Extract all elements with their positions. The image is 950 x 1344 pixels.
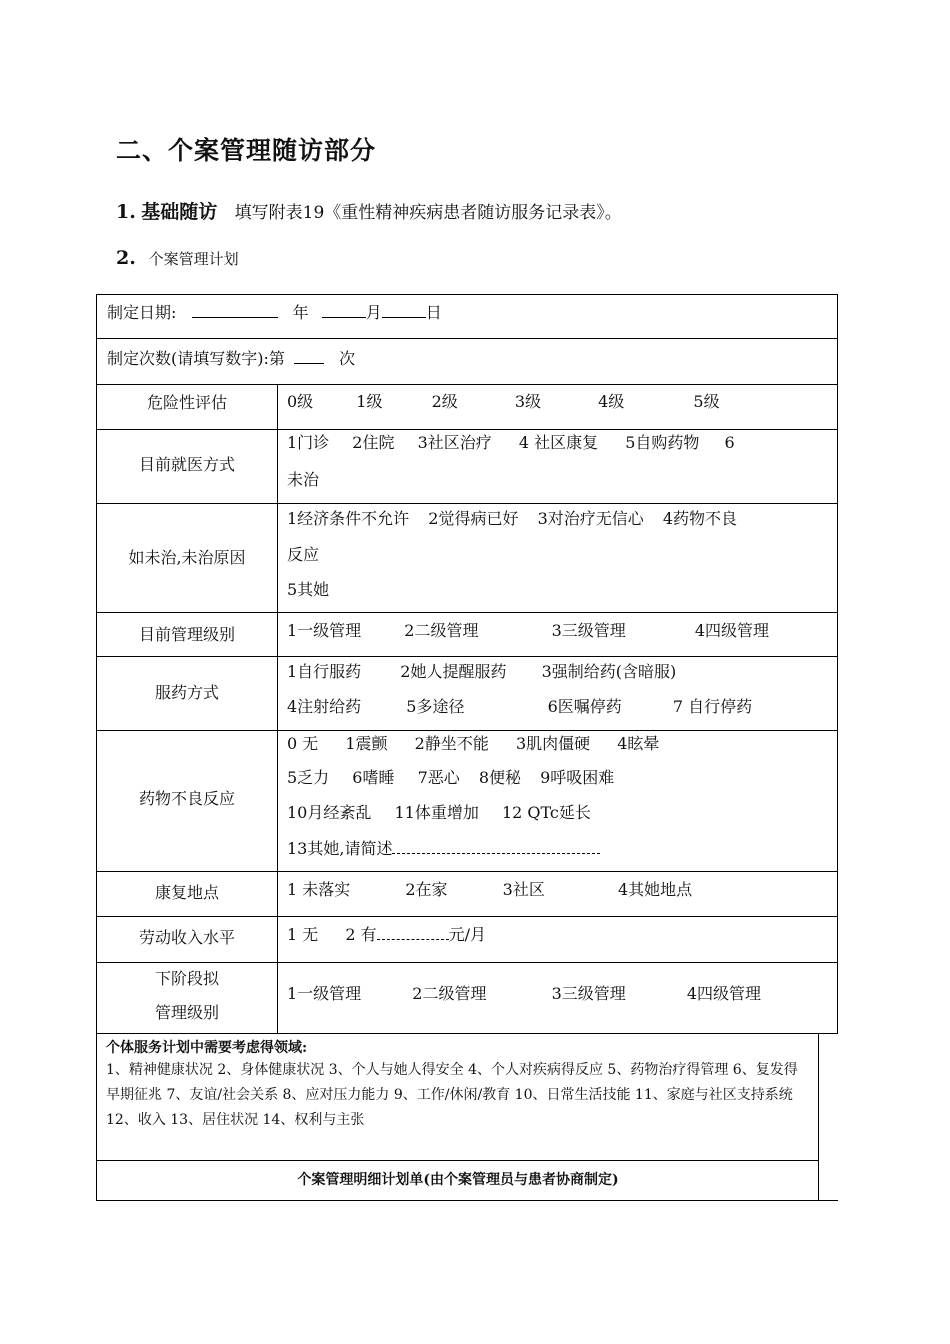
medication-mode-label: 服药方式 <box>154 683 219 702</box>
level-option[interactable]: 4四级管理 <box>694 621 770 640</box>
treatment-option[interactable]: 3社区治疗 <box>417 433 492 452</box>
treatment-option[interactable]: 6 <box>724 433 735 452</box>
adverse-option[interactable]: 0 无 <box>287 734 319 753</box>
management-level-label: 目前管理级别 <box>138 625 235 644</box>
adverse-options-4 <box>287 832 600 866</box>
treatment-options <box>287 426 735 460</box>
year-blank[interactable] <box>192 301 278 318</box>
risk-option[interactable]: 0级 <box>287 392 314 411</box>
risk-label: 危险性评估 <box>146 393 227 412</box>
management-level-options <box>287 614 769 648</box>
adverse-options-3 <box>287 796 591 830</box>
table-top-border <box>96 294 838 295</box>
rehab-location-label: 康复地点 <box>154 883 219 902</box>
detail-plan-title: 个案管理明细计划单(由个案管理员与患者协商制定) <box>297 1172 619 1188</box>
risk-option[interactable]: 4级 <box>598 392 625 411</box>
month-blank[interactable] <box>322 301 366 318</box>
level-option[interactable]: 1一级管理 <box>287 621 362 640</box>
column-divider <box>277 384 278 1033</box>
risk-options <box>287 385 720 419</box>
mode-option[interactable]: 6医嘱停药 <box>547 697 622 716</box>
income-option[interactable]: 2 有 <box>345 925 377 944</box>
mode-option[interactable]: 3强制给药(含暗服) <box>541 662 677 681</box>
adverse-option[interactable]: 5乏力 <box>287 768 330 787</box>
untreated-reason-label: 如未治,未治原因 <box>128 548 246 567</box>
day-label: 日 <box>425 303 442 322</box>
row-divider <box>96 612 838 613</box>
row-divider <box>96 916 838 917</box>
day-blank[interactable] <box>382 301 426 318</box>
month-label: 月 <box>365 303 382 322</box>
reason-option[interactable]: 5其她 <box>287 580 330 599</box>
item1-title: 基础随访 <box>141 201 218 223</box>
adverse-options-2 <box>287 761 614 795</box>
next-level-option[interactable]: 4四级管理 <box>686 984 762 1003</box>
rehab-option[interactable]: 1 未落实 <box>287 880 351 899</box>
adverse-option[interactable]: 7恶心 <box>417 768 460 787</box>
treatment-option[interactable]: 1门诊 <box>287 433 330 452</box>
adverse-option[interactable]: 3肌肉僵硬 <box>515 734 591 753</box>
rehab-location-options <box>287 873 692 907</box>
treatment-option[interactable]: 4 社区康复 <box>518 433 599 452</box>
mode-option[interactable]: 1自行服药 <box>287 662 362 681</box>
reason-option[interactable]: 1经济条件不允许 <box>287 509 410 528</box>
row-divider <box>96 871 838 872</box>
count-unit: 次 <box>339 349 356 368</box>
mode-option[interactable]: 5多途径 <box>406 697 465 716</box>
adverse-option[interactable]: 4眩晕 <box>617 734 660 753</box>
date-row <box>107 296 442 330</box>
treatment-option[interactable]: 5自购药物 <box>625 433 700 452</box>
adverse-option[interactable]: 10月经紊乱 <box>287 803 372 822</box>
medication-mode-options <box>287 655 676 689</box>
item1-number: 1. <box>116 201 136 223</box>
income-amount-blank[interactable] <box>377 923 449 940</box>
next-level-label-2: 管理级别 <box>154 1003 219 1022</box>
mode-option[interactable]: 4注射给药 <box>287 697 362 716</box>
date-label: 制定日期: <box>107 303 177 322</box>
next-level-option[interactable]: 1一级管理 <box>287 984 362 1003</box>
risk-option[interactable]: 5级 <box>693 392 720 411</box>
table-right-border <box>837 294 838 1033</box>
rehab-option[interactable]: 4其她地点 <box>617 880 693 899</box>
risk-option[interactable]: 1级 <box>356 392 383 411</box>
table-bottom-border <box>96 1200 838 1201</box>
rehab-option[interactable]: 3社区 <box>502 880 545 899</box>
income-unit: 元/月 <box>448 925 487 944</box>
income-options <box>287 918 486 952</box>
adverse-reaction-label: 药物不良反应 <box>138 789 235 808</box>
mode-option[interactable]: 2她人提醒服药 <box>400 662 507 681</box>
row-divider <box>96 1160 819 1161</box>
row-divider <box>96 962 838 963</box>
adverse-option[interactable]: 6嗜睡 <box>352 768 395 787</box>
reason-option[interactable]: 2觉得病已好 <box>428 509 519 528</box>
item1-line <box>116 197 622 224</box>
adverse-options-1 <box>287 727 659 761</box>
level-option[interactable]: 2二级管理 <box>404 621 479 640</box>
adverse-option[interactable]: 11体重增加 <box>394 803 479 822</box>
row-divider <box>96 1033 838 1034</box>
item2-number: 2. <box>116 247 136 269</box>
count-blank[interactable] <box>294 347 324 364</box>
treatment-label: 目前就医方式 <box>138 455 235 474</box>
next-level-label-1: 下阶段拟 <box>154 969 219 988</box>
level-option[interactable]: 3三级管理 <box>551 621 626 640</box>
treatment-option[interactable]: 2住院 <box>352 433 395 452</box>
next-level-option[interactable]: 2二级管理 <box>412 984 487 1003</box>
treatment-option[interactable]: 未治 <box>287 470 320 489</box>
table-left-border <box>96 294 97 1201</box>
count-row <box>107 342 355 376</box>
medication-mode-options-2 <box>287 690 752 724</box>
item2-title: 个案管理计划 <box>148 250 239 268</box>
income-label: 劳动收入水平 <box>138 928 235 947</box>
domains-text: 1、精神健康状况 2、身体健康状况 3、个人与她人得安全 4、个人对疾病得反应 5、药物治疗得管理 6、复发得早期征兆 7、友谊/社会关系 8、应对压力能力 9、工作/休闲/教育 10、日常生活技能 11、家庭与社区支持系统 12、收入 13、居住状况 14、权利与主张 <box>106 1062 798 1128</box>
year-label: 年 <box>292 303 309 322</box>
reason-option[interactable]: 4药物不良 <box>662 509 738 528</box>
domains-title: 个体服务计划中需要考虑得领域: <box>106 1040 308 1056</box>
risk-option[interactable]: 2级 <box>431 392 458 411</box>
item1-text: 填写附表19《重性精神疾病患者随访服务记录表》。 <box>234 203 622 223</box>
adverse-option[interactable]: 12 QTc延长 <box>501 803 591 822</box>
mode-option[interactable]: 7 自行停药 <box>672 697 753 716</box>
next-level-options <box>287 977 761 1011</box>
row-divider <box>96 338 838 339</box>
adverse-option[interactable]: 13其她,请简述 <box>287 839 393 858</box>
income-option[interactable]: 1 无 <box>287 925 319 944</box>
adverse-option[interactable]: 8便秘 <box>478 768 522 787</box>
adverse-option[interactable]: 9呼吸困难 <box>540 768 615 787</box>
section-title: 二、个案管理随访部分 <box>116 136 377 165</box>
next-level-option[interactable]: 3三级管理 <box>551 984 626 1003</box>
adverse-other-blank[interactable] <box>392 837 600 854</box>
reason-option[interactable]: 3对治疗无信心 <box>537 509 644 528</box>
untreated-reason-options <box>287 502 737 536</box>
adverse-option[interactable]: 1震颤 <box>345 734 388 753</box>
rehab-option[interactable]: 2在家 <box>405 880 448 899</box>
adverse-option[interactable]: 2静坐不能 <box>414 734 489 753</box>
risk-option[interactable]: 3级 <box>514 392 542 411</box>
reason-option-cont: 反应 <box>287 545 320 564</box>
item2-line <box>116 247 239 269</box>
count-label: 制定次数(请填写数字):第 <box>107 349 285 368</box>
